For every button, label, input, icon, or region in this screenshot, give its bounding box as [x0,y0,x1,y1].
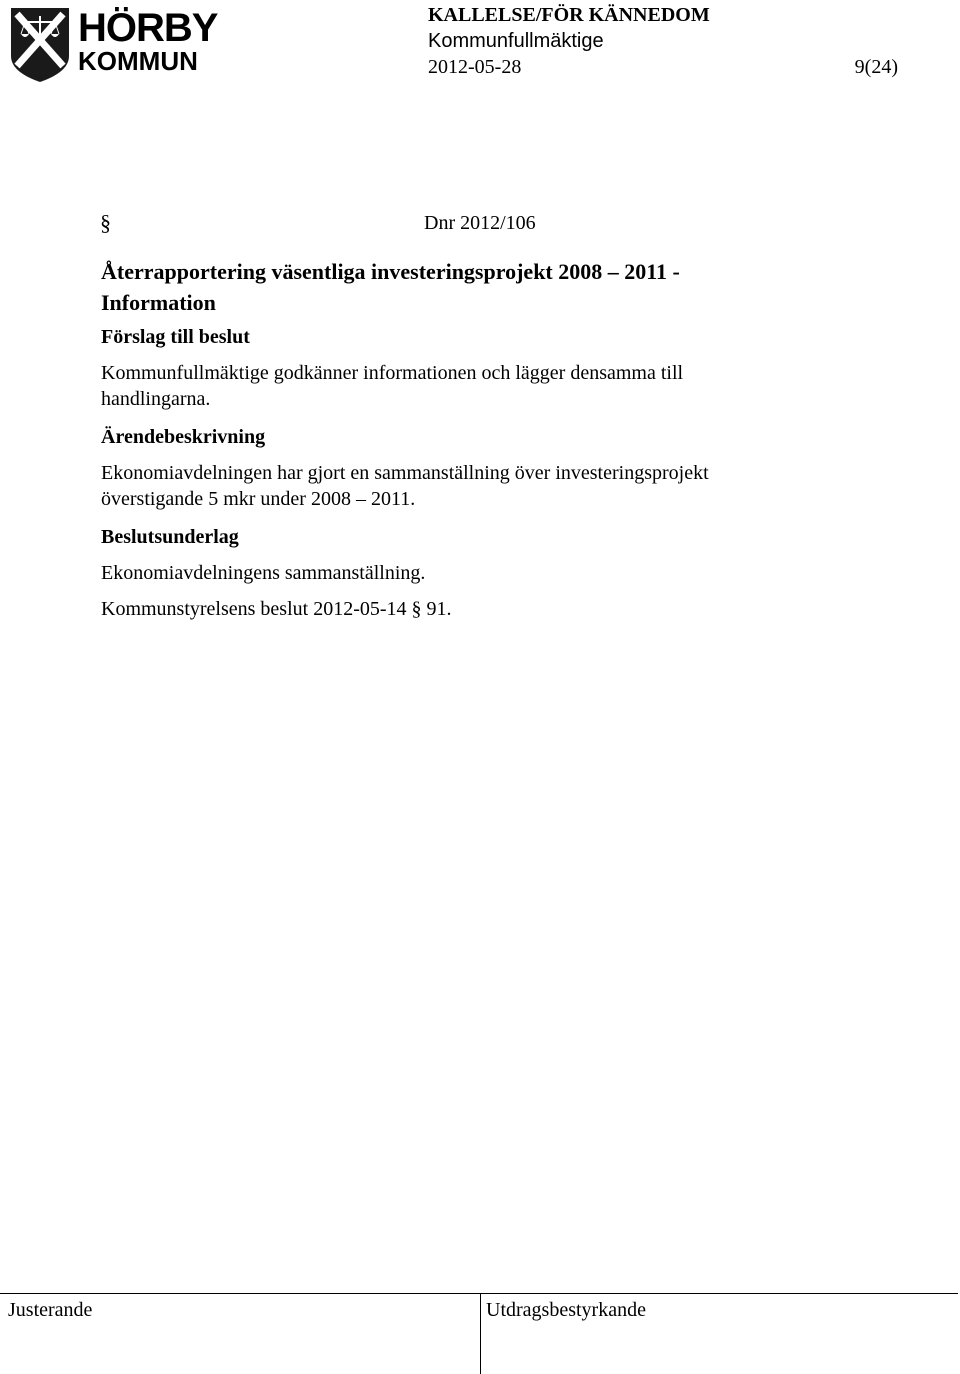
assembly-name: Kommunfullmäktige [428,30,604,52]
coat-of-arms-icon [9,6,71,84]
footer-adjuster-label: Justerande [8,1299,93,1321]
basis-item: Ekonomiavdelningens sammanställning. [101,562,426,584]
logo-text-horby: HÖRBY [78,6,218,50]
footer-column-divider [480,1293,481,1374]
logo-text-kommun: KOMMUN [78,46,198,76]
page-number: 9(24) [854,56,898,78]
basis-heading: Beslutsunderlag [101,526,239,548]
basis-item: Kommunstyrelsens beslut 2012-05-14 § 91. [101,598,452,620]
description-text: Ekonomiavdelningen har gjort en sammanställning över investeringsprojekt överstigande 5 mkr under 2008 – 2011. [101,462,709,510]
case-content [101,256,761,622]
description-heading: Ärendebeskrivning [101,426,266,448]
footer-certifier-label: Utdragsbestyrkande [486,1299,646,1321]
meeting-date: 2012-05-28 [428,56,522,78]
case-title: Återrapportering väsentliga investeringsprojekt 2008 – 2011 - Information [101,259,680,315]
section-sign: § [100,210,111,235]
document-type: KALLELSE/FÖR KÄNNEDOM [428,4,710,26]
footer-divider [0,1293,958,1294]
proposal-heading: Förslag till beslut [101,326,250,348]
proposal-text: Kommunfullmäktige godkänner informationen och lägger densamma till handlingarna. [101,362,684,410]
case-number: Dnr 2012/106 [424,212,536,234]
municipality-logo [6,6,218,84]
